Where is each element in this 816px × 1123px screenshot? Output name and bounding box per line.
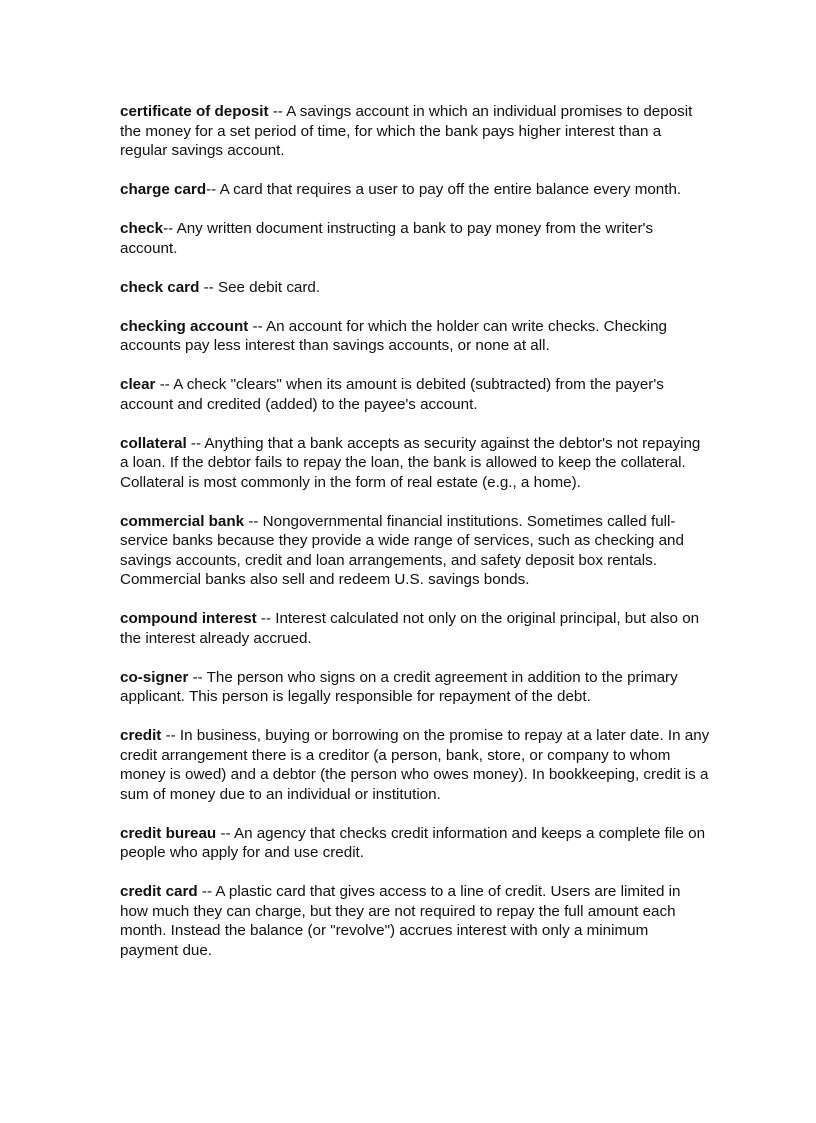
glossary-entry-clear xyxy=(120,375,710,414)
glossary-entry-commercial-bank xyxy=(120,512,710,590)
glossary-term: credit bureau xyxy=(120,824,217,842)
glossary-definition: A check "clears" when its amount is debited (subtracted) from the payer's account and credited (added) to the payee's account. xyxy=(120,376,664,413)
glossary-separator: -- xyxy=(268,103,287,120)
glossary-entry-certificate-of-deposit xyxy=(120,102,710,161)
glossary-entry-co-signer xyxy=(120,668,710,707)
glossary-separator: -- xyxy=(256,610,276,627)
glossary-term: co-signer xyxy=(120,668,189,686)
glossary-separator: -- xyxy=(186,434,205,452)
glossary-definition: Anything that a bank accepts as security against the debtor's not repaying a loan. If the debtor fails to repay the loan, the bank is allowed to keep the collateral. Collateral is most commonly in the form of real estate (e.g., a home). xyxy=(120,434,701,491)
glossary-term: charge card xyxy=(120,181,207,198)
glossary-term: clear xyxy=(120,376,156,393)
glossary-page xyxy=(120,102,710,980)
glossary-separator: -- xyxy=(188,668,207,686)
glossary-separator: -- xyxy=(244,512,263,530)
glossary-separator: -- xyxy=(248,317,267,335)
glossary-entry-credit-card xyxy=(120,882,710,960)
glossary-entry-check-card xyxy=(120,278,710,298)
glossary-separator: -- xyxy=(161,727,180,744)
glossary-entry-check xyxy=(120,219,710,258)
glossary-entry-credit-bureau xyxy=(120,824,710,863)
glossary-term: credit card xyxy=(120,883,198,900)
glossary-entry-credit xyxy=(120,726,710,804)
glossary-definition: See debit card. xyxy=(217,278,321,296)
glossary-separator: -- xyxy=(199,278,218,296)
glossary-definition: A card that requires a user to pay off the entire balance every month. xyxy=(219,181,682,198)
glossary-definition: A savings account in which an individual promises to deposit the money for a set period of time, for which the bank pays higher interest than a regular savings account. xyxy=(120,103,693,159)
glossary-separator: -- xyxy=(155,376,174,393)
glossary-definition: Any written document instructing a bank to pay money from the writer's account. xyxy=(120,220,654,257)
glossary-definition: An agency that checks credit information and keeps a complete file on people who apply for and use credit. xyxy=(120,824,706,861)
glossary-term: checking account xyxy=(120,317,249,335)
glossary-separator: -- xyxy=(216,824,234,842)
glossary-separator: -- xyxy=(197,883,216,900)
glossary-definition: An account for which the holder can write checks. Checking accounts pay less interest than savings accounts, or none at all. xyxy=(120,317,668,354)
glossary-entry-compound-interest xyxy=(120,609,710,648)
glossary-entry-checking-account xyxy=(120,317,710,356)
glossary-separator: -- xyxy=(163,220,177,237)
glossary-definition: In business, buying or borrowing on the promise to repay at a later date. In any credit arrangement there is a creditor (a person, bank, store, or company to whom money is owed) and a debtor (the person who owes money). In bookkeeping, credit is a sum of money due to an individual or institution. xyxy=(120,727,710,803)
glossary-term: compound interest xyxy=(120,610,257,627)
glossary-separator: -- xyxy=(206,181,220,198)
glossary-definition: The person who signs on a credit agreement in addition to the primary applicant. This person is legally responsible for repayment of the debt. xyxy=(120,668,678,705)
glossary-definition: Nongovernmental financial institutions. Sometimes called full-service banks because they provide a wide range of services, such as checking and savings accounts, credit and loan arrangements, and safety deposit box rentals. Commercial banks also sell and redeem U.S. savings bonds. xyxy=(120,512,684,588)
glossary-term: check xyxy=(120,220,164,237)
glossary-term: credit xyxy=(120,727,162,744)
glossary-term: collateral xyxy=(120,434,187,452)
glossary-definition: A plastic card that gives access to a line of credit. Users are limited in how much they can charge, but they are not required to repay the full amount each month. Instead the balance (or "revolve") accrues interest with only a minimum payment due. xyxy=(120,883,681,959)
glossary-entry-collateral xyxy=(120,434,710,493)
glossary-term: certificate of deposit xyxy=(120,103,269,120)
glossary-term: commercial bank xyxy=(120,512,245,530)
glossary-entry-charge-card xyxy=(120,180,710,200)
glossary-definition: Interest calculated not only on the original principal, but also on the interest already accrued. xyxy=(120,610,700,647)
glossary-term: check card xyxy=(120,278,200,296)
